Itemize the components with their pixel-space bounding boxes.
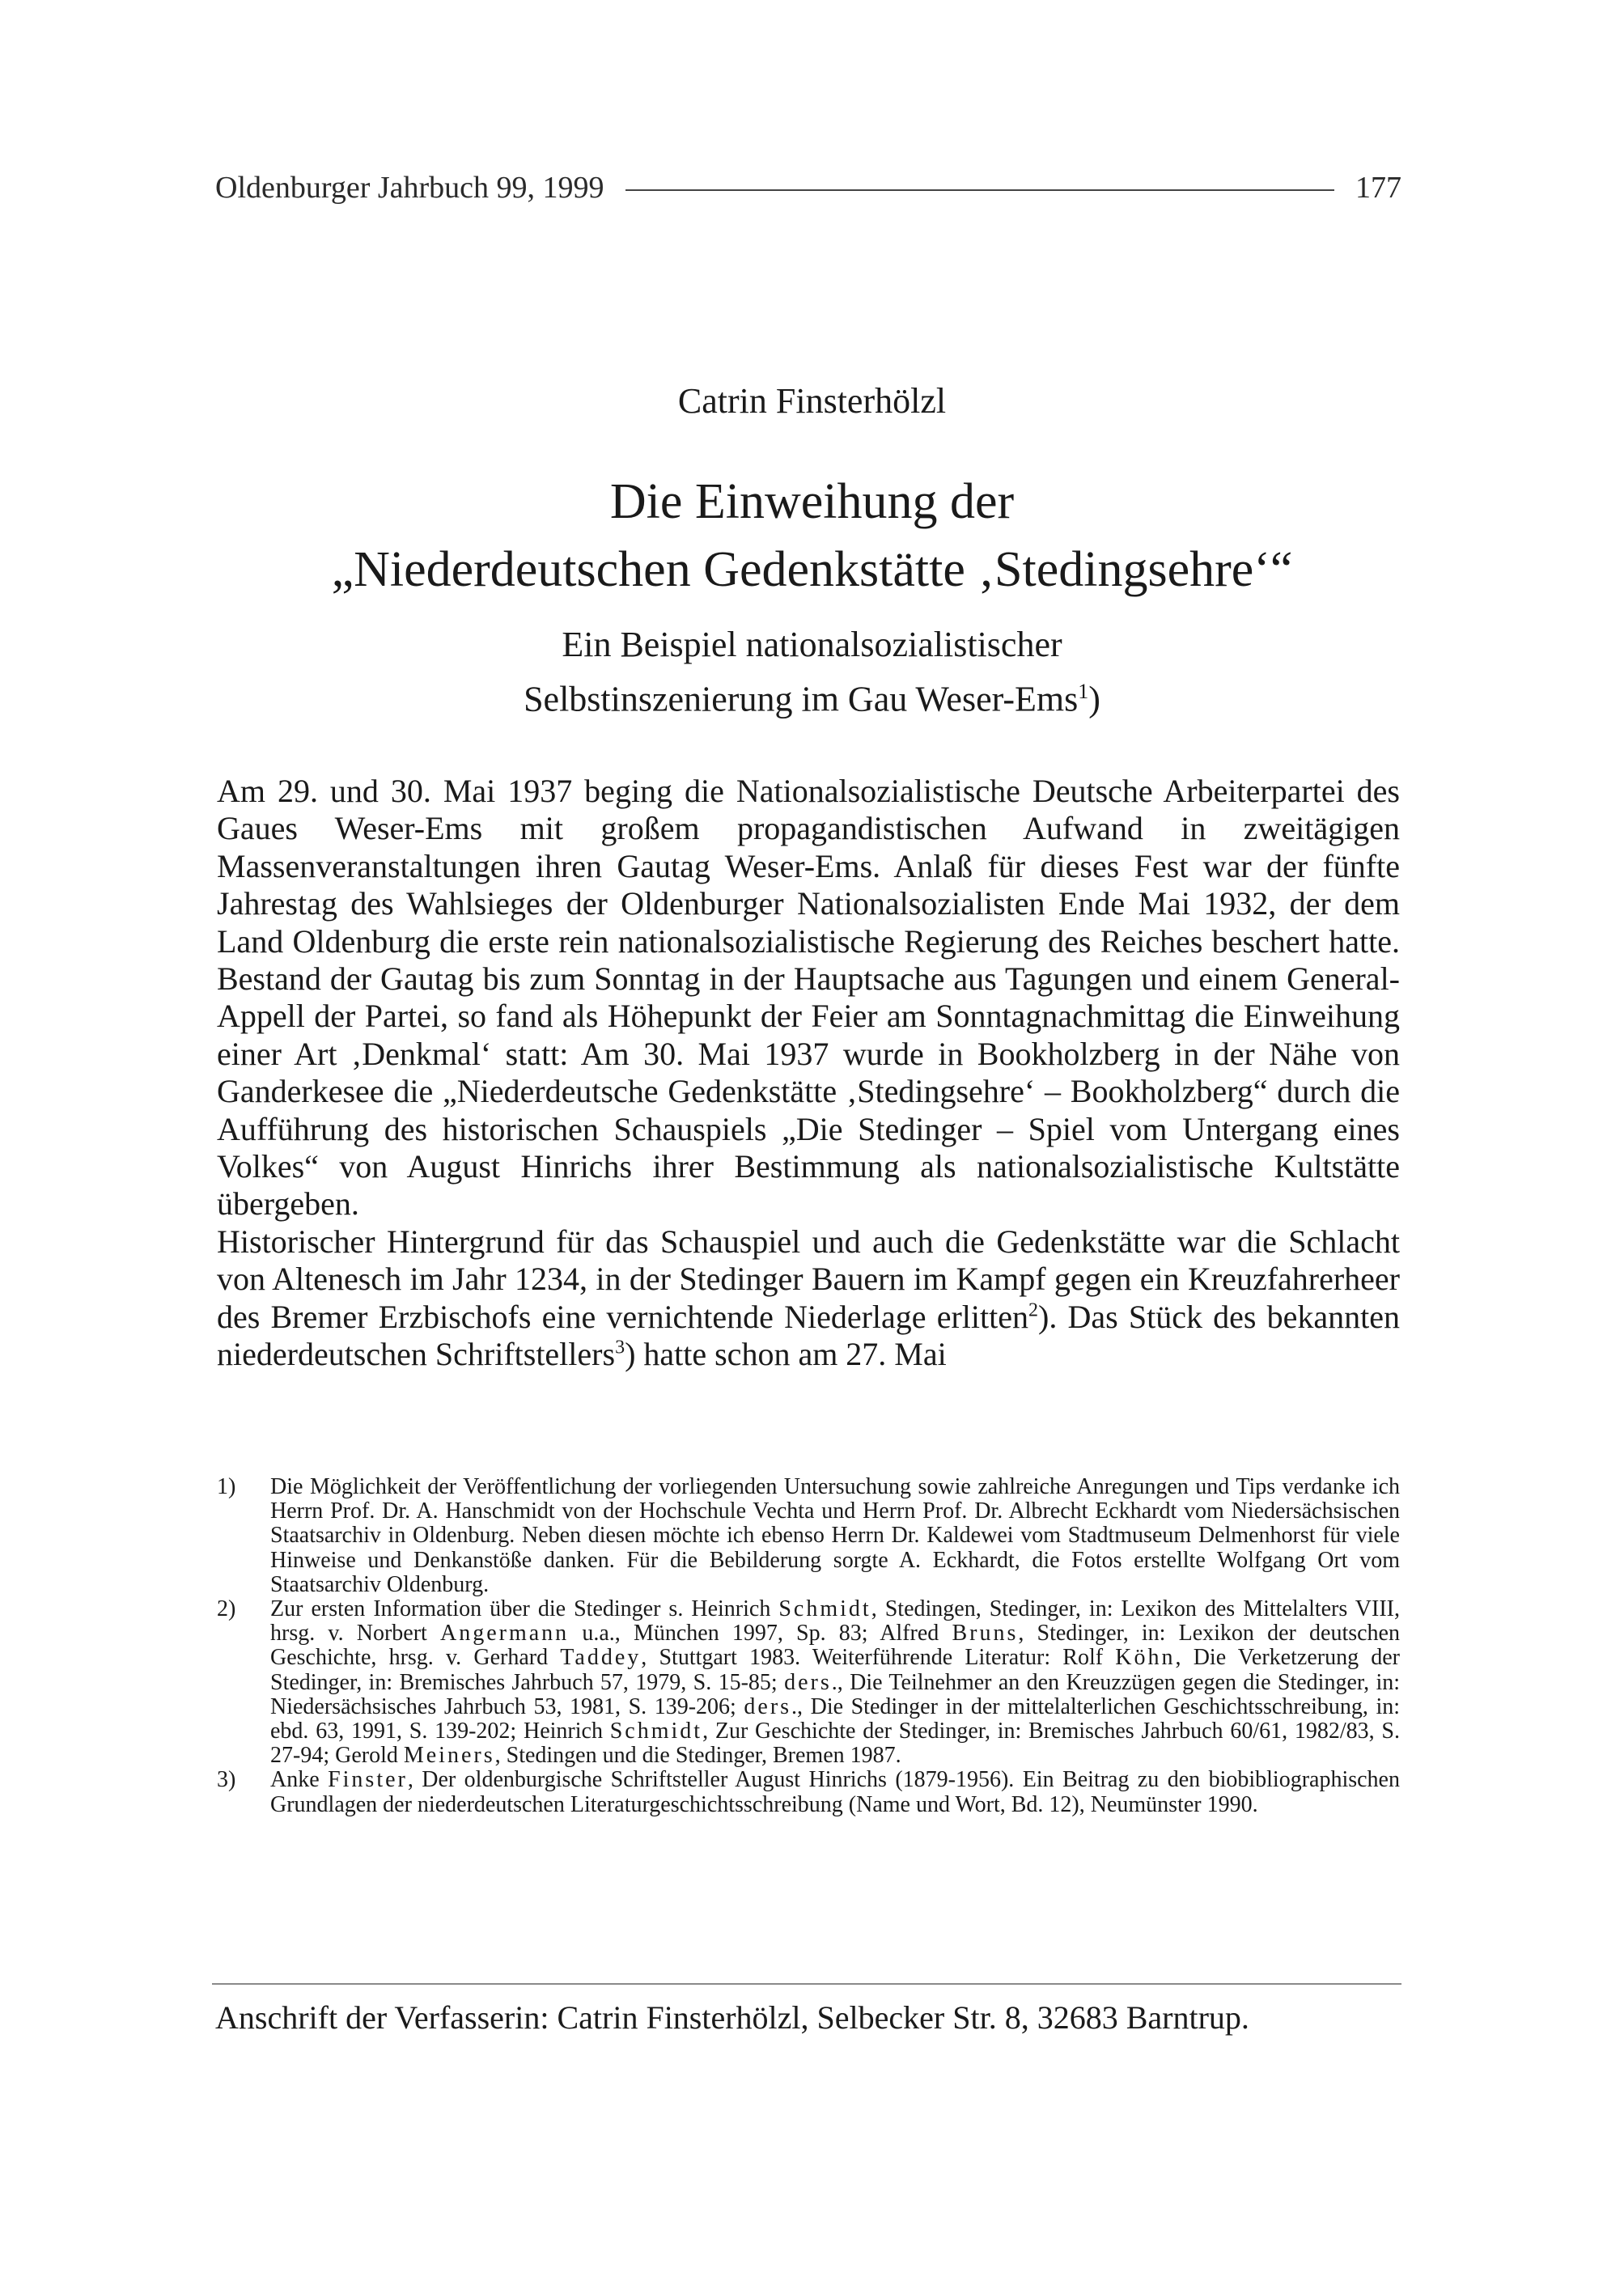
author-name: Angermann [440, 1621, 570, 1647]
author-name: ders [744, 1693, 792, 1719]
footnote-2 [217, 1597, 1400, 1768]
footnote-fragment: ., Die Stedinger in der mittelalterlichen Geschichtsschreibung, in: ebd. 63, 1991, S. 139-202; Heinrich [270, 1693, 1400, 1744]
author-name: Finster [328, 1767, 408, 1793]
footnote-fragment: , Stedingen und die Stedinger, Bremen 1987. [494, 1743, 901, 1769]
author-name: Schmidt [778, 1596, 871, 1622]
author-name: Bruns [952, 1621, 1019, 1647]
page-number: 177 [1355, 171, 1401, 205]
author-name: Schmidt [609, 1719, 703, 1744]
footnote-fragment: ., Die Teilnehmer an den Kreuzzügen gegen die Stedinger, in: Niedersächsisches Jahrbuch 53, 1981, S. 139-206; [270, 1669, 1401, 1719]
address-separator [212, 1983, 1401, 1985]
footnote-fragment: , Stedinger, in: Lexikon der deutschen Geschichte, hrsg. v. Gerhard [270, 1621, 1400, 1671]
article-title [0, 468, 1624, 604]
footnote-number: 3) [217, 1767, 236, 1793]
subtitle-line-2: Selbstinszenierung im Gau Weser-Ems [524, 679, 1079, 719]
footnote-text: Die Möglichkeit der Veröffentlichung der vorliegenden Untersuchung sowie zahlreiche Anregungen und Tips verdanke ich Herrn Prof. Dr. A. Hanschmidt von der Hochschule Vechta und Herrn Prof. Dr. Albrecht Eckhardt vom Niedersächsischen Staatsarchiv in Oldenburg. Neben diesen möchte ich ebenso Herrn Dr. Kaldewei vom Stadtmuseum Delmenhorst für viele Hinweise und Denkanstöße danken. Für die Bebilderung sorgte A. Eckhardt, die Fotos erstellte Wolfgang Ort vom Staatsarchiv Oldenburg. [270, 1474, 1400, 1597]
article-author: Catrin Finsterhölzl [677, 381, 947, 421]
footnote-fragment: , Die Verketzerung der Stedinger, in: Bremisches Jahrbuch 57, 1979, S. 15-85; [270, 1645, 1401, 1695]
paragraph-2 [217, 1223, 1400, 1374]
article-subtitle [0, 621, 1624, 723]
paragraph-2-part-c: ) hatte schon am 27. Mai [625, 1336, 947, 1373]
paragraph-2-part-b: ). Das Stück des bekannten niederdeutschen Schriftstellers [217, 1298, 1400, 1373]
footnote-fragment: , Stuttgart 1983. Weiterführende Literatur: Rolf [641, 1645, 1116, 1671]
title-line-1: Die Einweihung der [609, 474, 1015, 529]
footnote-text [270, 1597, 1400, 1768]
journal-title: Oldenburger Jahrbuch 99, 1999 [215, 171, 604, 205]
footnotes [217, 1475, 1400, 1817]
header-rule [625, 189, 1334, 191]
footnote-ref-3: 3 [615, 1337, 625, 1358]
subtitle-close: ) [1088, 679, 1100, 719]
title-line-2: „Niederdeutschen Gedenkstätte ‚Stedingsehre‘“ [331, 542, 1293, 597]
subtitle-line-1: Ein Beispiel nationalsozialistischer [562, 625, 1062, 664]
footnote-fragment: , Der oldenburgische Schriftsteller August Hinrichs (1879-1956). Ein Beitrag zu den biobibliographischen Grundlagen der niederdeutschen Literaturgeschichtsschreibung (Name und Wort, Bd. 12), Neumünster 1990. [270, 1767, 1400, 1817]
footnote-fragment: Zur ersten Information über die Stedinger s. Heinrich [270, 1596, 779, 1622]
footnote-fragment: u.a., München 1997, Sp. 83; Alfred [569, 1621, 952, 1647]
author-name: Meiners [403, 1743, 495, 1769]
footnote-number: 2) [217, 1596, 236, 1622]
footnote-text [270, 1768, 1400, 1816]
author-name: Taddey [560, 1645, 642, 1671]
footnote-3 [217, 1768, 1400, 1816]
footnote-fragment: , Stedingen, Stedinger, in: Lexikon des Mittelalters VIII, hrsg. v. Norbert [270, 1596, 1400, 1647]
footnote-ref-2: 2 [1028, 1299, 1038, 1321]
paragraph-1: Am 29. und 30. Mai 1937 beging die Nationalsozialistische Deutsche Arbeiterpartei des Gaues Weser-Ems mit großem propagandistischen Aufwand in zweitägigen Massenveranstaltungen ihren Gautag Weser-Ems. Anlaß für dieses Fest war der fünfte Jahrestag des Wahlsieges der Oldenburger Nationalsozialisten Ende Mai 1932, der dem Land Oldenburg die erste rein nationalsozialistische Regierung des Reiches beschert hatte. Bestand der Gautag bis zum Sonntag in der Hauptsache aus Tagungen und einem General-Appell der Partei, so fand als Höhepunkt der Feier am Sonntagnachmittag die Einweihung einer Art ‚Denkmal‘ statt: Am 30. Mai 1937 wurde in Bookholzberg in der Nähe von Ganderkesee die „Niederdeutsche Gedenkstätte ‚Stedingsehre‘ – Bookholzberg“ durch die Aufführung des historischen Schauspiels „Die Stedinger – Spiel vom Untergang eines Volkes“ von August Hinrichs ihrer Bestimmung als nationalsozialistische Kultstätte übergeben. [217, 773, 1400, 1223]
footnote-number: 1) [217, 1474, 236, 1499]
body-text [217, 773, 1400, 1374]
author-name: Köhn [1115, 1645, 1176, 1671]
footnote-fragment: Anke [270, 1767, 329, 1793]
author-address: Anschrift der Verfasserin: Catrin Finsterhölzl, Selbecker Str. 8, 32683 Barntrup. [215, 1999, 1249, 2036]
footnote-1 [217, 1475, 1400, 1597]
author-name: ders [784, 1669, 832, 1695]
subtitle-footnote-ref: 1 [1078, 680, 1089, 703]
running-head [215, 165, 1401, 210]
paragraph-2-part-a: Historischer Hintergrund für das Schauspiel und auch die Gedenkstätte war die Schlacht von Altenesch im Jahr 1234, in der Stedinger Bauern im Kampf gegen ein Kreuzfahrerheer des Bremer Erzbischofs eine vernichtende Niederlage erlitten [217, 1223, 1400, 1335]
footnote-fragment: , Zur Geschichte der Stedinger, in: Bremisches Jahrbuch 60/61, 1982/83, S. 27-94; Gerold [270, 1719, 1401, 1769]
